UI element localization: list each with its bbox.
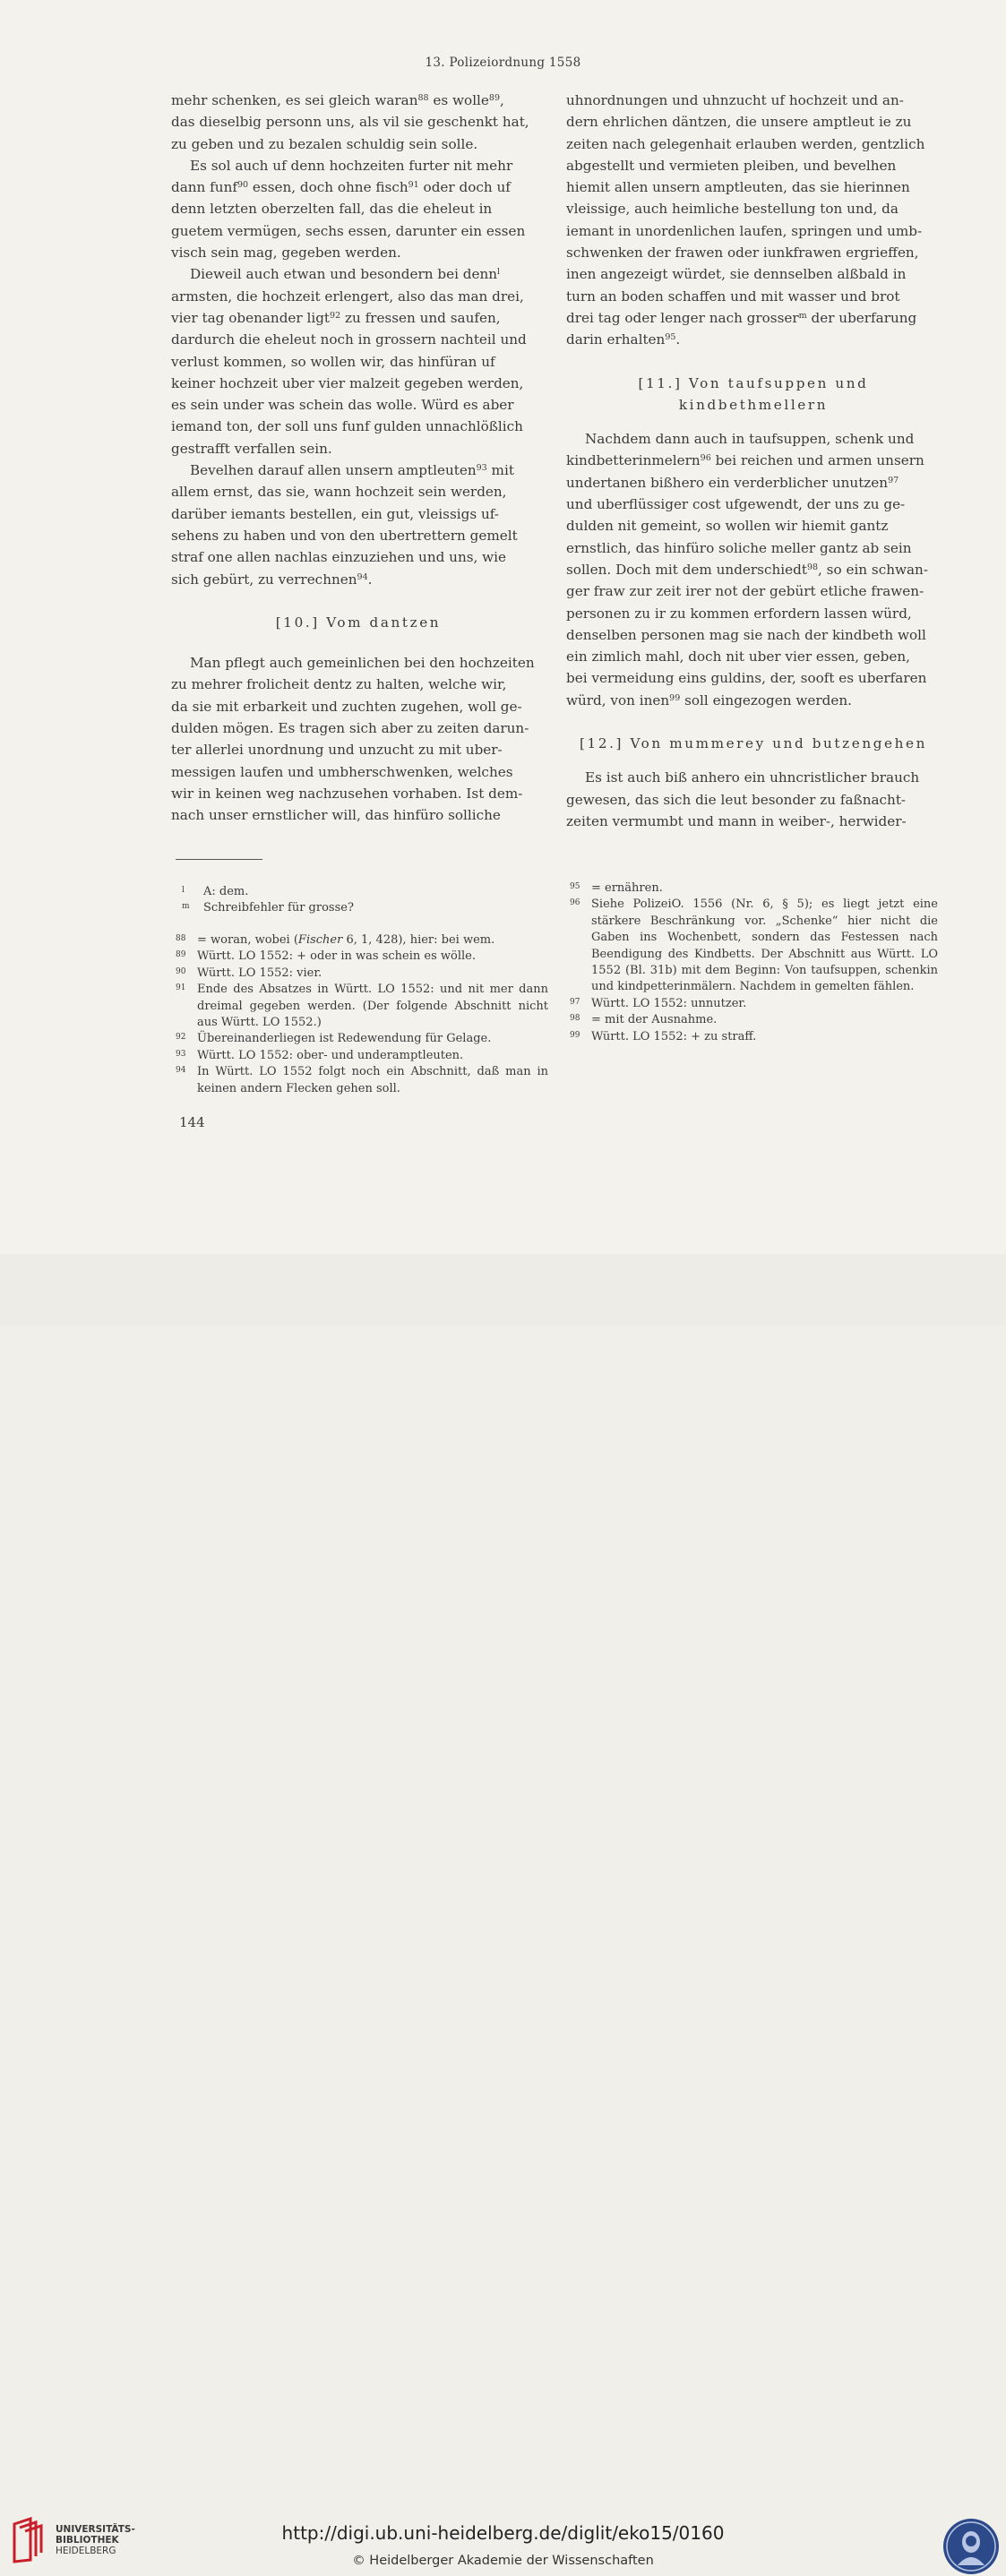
document-page [0,0,1006,1254]
footnotes-right [570,880,938,1045]
right-paragraph-2: Nachdem dann auch in taufsuppen, schenk und kindbetterinmelern$^{96}$ bei reichen und armen unsern undertanen bißhero ein verderblicher unutzen$^{97}$ und uberflüssiger cost ufgewendt, der uns zu ge- dulden nit gemeint, so wollen wir hiemit gantz ernstlich, das hinfüro soliche meller gantz ab sein sollen. Doch mit dem underschiedt$^{98}$, so ein schwan- ger fraw zur zeit irer not der gebürt etliche frawen- personen zu ir zu kommen erfordern lassen würd, denselben personen mag sie nach der kindbeth woll ein zimlich mahl, doch nit uber vier essen, geben, bei vermeidung eins guldins, der, sooft es uberfaren würd, von inen$^{99}$ soll eingezogen werden. [566,431,928,708]
left-paragraph-4: Bevelhen darauf allen unsern amptleuten$^{93}$ mit allem ernst, das sie, wann hochzeit sein werden, darüber iemants bestellen, ein gut, vleissigs uf- sehens zu haben und von den ubertrettern gemelt straf one allen nachlas einzuziehen und uns, wie sich gebürt, zu verrechnen$^{94}$. [171,462,518,588]
left-column [171,90,546,827]
left-paragraph-3: Dieweil auch etwan und besondern bei denn$^l$ armsten, die hochzeit erlengert, also das man drei, vier tag obenander ligt$^{92}$ zu fressen und saufen, dardurch die eheleut noch in grossern nachteil und verlust kommen, so wollen wir, das hinfüran uf keiner hochzeit uber vier malzeit gegeben werden, es sein under was schein das wolle. Würd es aber iemand ton, der soll uns funf gulden unnachlößlich gestrafft verfallen sein. [171,266,527,457]
section-heading-10: [10.] Vom dantzen [275,614,442,631]
footnotes-left [176,932,548,1097]
footnotes-letters [182,884,379,917]
footnote-99: 99 Württ. LO 1552: + zu straff. [570,1029,757,1043]
footnote-89: 89 Württ. LO 1552: + oder in was schein es wölle. [176,949,476,964]
left-paragraph-5: Man pflegt auch gemeinlichen bei den hochzeiten zu mehrer frolicheit dentz zu halten, welche wir, da sie mit erbarkeit und zuchten zugehen, woll ge- dulden mögen. Es tragen sich aber zu zeiten darun- ter allerlei unordnung und unzucht zu mit uber- messigen laufen und umbherschwenken, welches wir in keinen weg nachzusehen vorhaben. Ist dem- nach unser ernstlicher will, das hinfüro solliche [171,655,535,824]
left-paragraph-1: mehr schenken, es sei gleich waran$^{88}$ es wolle$^{89}$, das dieselbig personn uns, als vil sie geschenkt hat, zu geben und zu bezalen schuldig sein solle. [171,92,529,152]
right-paragraph-3: Es ist auch biß anhero ein uhncristlicher brauch gewesen, das sich die leut besonder zu faßnacht- zeiten vermumbt und mann in weiber-, herwider- [566,769,920,829]
footnote-97: 97 Württ. LO 1552: unnutzer. [570,996,747,1010]
section-heading-11: [11.] Von taufsuppen und kindbethmellern [638,374,869,413]
section-heading-12: [12.] Von mummerey und butzengehen [580,735,927,752]
footnote-91: 91 Ende des Absatzes in Württ. LO 1552: und nit mer dann dreimal gegeben werden. (Der folgende Abschnitt nicht aus Württ. LO 1552.) [176,983,548,1030]
running-head: 13. Polizeiordnung 1558 [425,56,581,70]
footnote-93: 93 Württ. LO 1552: ober- und underamptleuten. [176,1048,464,1062]
footnote-divider [176,859,262,860]
permalink-url[interactable]: http://digi.ub.uni-heidelberg.de/diglit/eko15/0160 [281,2522,725,2544]
footnote-letter-l: l A: dem. [182,885,249,898]
viewer-footer [0,1254,1006,2568]
academy-seal-icon [942,2517,1001,2576]
footnote-92: 92 Übereinanderliegen ist Redewendung für Gelage. [176,1032,492,1046]
left-paragraph-2: Es sol auch uf denn hochzeiten furter nit mehr dann funf$^{90}$ essen, doch ohne fisch$^{91}$ oder doch uf denn letzten oberzelten fall, das die eheleut in guetem vermügen, sechs essen, darunter ein essen visch sein mag, gegeben werden. [171,157,526,262]
copyright-notice: © Heidelberger Akademie der Wissenschaften [352,2554,654,2568]
page-number: 144 [179,1114,205,1130]
footnote-94: 94 In Württ. LO 1552 folgt noch ein Abschnitt, daß man in keinen andern Flecken gehen soll. [176,1065,548,1095]
footnote-95: 95 = ernähren. [570,881,663,895]
footnote-90: 90 Württ. LO 1552: vier. [176,966,322,980]
right-column [566,90,941,832]
footnote-98: 98 = mit der Ausnahme. [570,1013,718,1027]
library-name: UNIVERSITÄTS- BIBLIOTHEK HEIDELBERG [56,2524,135,2556]
footnote-88: 88 = woran, wobei (Fischer 6, 1, 428), hier: bei wem. [176,933,495,947]
footnote-96: 96 Siehe PolizeiO. 1556 (Nr. 6, § 5); es liegt jetzt eine stärkere Beschränkung vor. „Schenke“ hier nicht die Gaben ins Wochenbett, sondern das Festessen nach Beendigung des Kindbetts. Der Abschnitt aus Württ. LO 1552 (Bl. 31b) mit dem Beginn: Von taufsuppen, schenkin und kindpetterinmälern. Nachdem in gemelten fählen. [570,897,938,994]
footnote-letter-m: m Schreibfehler für grosse? [182,901,354,915]
right-paragraph-1: uhnordnungen und uhnzucht uf hochzeit und an- dern ehrlichen däntzen, die unsere amptleut ie zu zeiten nach gelegenhait erlauben werden, gentzlich abgestellt und vermieten pleiben, und bevelhen hiemit allen unsern amptleuten, das sie hierinnen vleissige, auch heimliche bestellung ton und, da iemant in unordenlichen laufen, springen und umb- schwenken der frawen oder iunkfrawen ergrieffen, inen angezeigt würdet, sie dennselben alßbald in turn an boden schaffen und mit wasser und brot drei tag oder lenger nach grosser$^m$ der uberfarung darin erhalten$^{95}$. [566,92,925,348]
